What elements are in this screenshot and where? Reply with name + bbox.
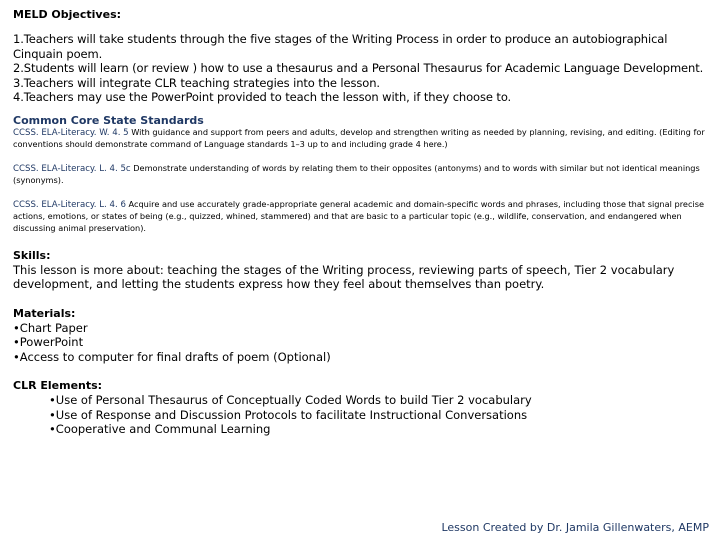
objective-4: 4.Teachers may use the PowerPoint provided to teach the lesson with, if they choose to. bbox=[13, 90, 512, 104]
standard-w45 bbox=[13, 127, 713, 151]
ccss-heading: Common Core State Standards bbox=[13, 113, 204, 127]
lesson-document bbox=[13, 8, 713, 437]
objective-2: 2.Students will learn (or review ) how to use a thesaurus and a Personal Thesaurus for Academic Language Development. bbox=[13, 61, 704, 75]
standard-text: Acquire and use accurately grade-appropriate general academic and domain-specific words and phrases, including those that signal precise actions, emotions, or states of being (e.g., quizzed, whined, stammered) and that are basic to a particular topic (e.g., wildlife, conservation, and endangered when discussing animal preservation). bbox=[13, 198, 705, 234]
list-item: •Cooperative and Communal Learning bbox=[49, 422, 271, 437]
list-item: •Chart Paper bbox=[13, 320, 88, 335]
meld-objectives-heading: MELD Objectives: bbox=[13, 8, 122, 21]
skills-heading: Skills: bbox=[13, 248, 51, 262]
meld-objectives-list bbox=[13, 32, 713, 105]
list-item: •Use of Response and Discussion Protocols to facilitate Instructional Conversations bbox=[49, 407, 528, 422]
objective-3: 3.Teachers will integrate CLR teaching strategies into the lesson. bbox=[13, 75, 380, 90]
list-item: •Access to computer for final drafts of poem (Optional) bbox=[13, 349, 331, 364]
list-item: •PowerPoint bbox=[13, 335, 84, 350]
list-item: •Use of Personal Thesaurus of Conceptually Coded Words to build Tier 2 vocabulary bbox=[49, 393, 532, 408]
standard-l45c bbox=[13, 163, 713, 187]
skills-text: This lesson is more about: teaching the stages of the Writing process, reviewing parts of speech, Tier 2 vocabulary development, and letting the students express how they feel about themselves than poetry. bbox=[13, 262, 675, 292]
clr-elements-heading: CLR Elements: bbox=[13, 379, 103, 393]
clr-elements-list bbox=[13, 393, 713, 437]
materials-list bbox=[13, 321, 713, 365]
standard-code: CCSS. ELA-Literacy. L. 4. 5c bbox=[13, 163, 131, 174]
objective-1: 1.Teachers will take students through the five stages of the Writing Process in order to produce an autobiographical Cinquain poem. bbox=[13, 32, 668, 61]
standard-code: CCSS. ELA-Literacy. W. 4. 5 bbox=[13, 127, 129, 138]
standard-text: Demonstrate understanding of words by relating them to their opposites (antonyms) and to words with similar but not identical meanings (synonyms). bbox=[13, 162, 700, 186]
author-credit: Lesson Created by Dr. Jamila Gillenwaters, AEMP bbox=[441, 521, 709, 534]
standard-l46 bbox=[13, 199, 713, 235]
standard-text: With guidance and support from peers and adults, develop and strengthen writing as needed by planning, revising, and editing. (Editing for conventions should demonstrate command of Language standards 1–3 up to and including grade 4 here.) bbox=[13, 126, 705, 150]
materials-heading: Materials: bbox=[13, 306, 76, 320]
standard-code: CCSS. ELA-Literacy. L. 4. 6 bbox=[13, 199, 126, 210]
